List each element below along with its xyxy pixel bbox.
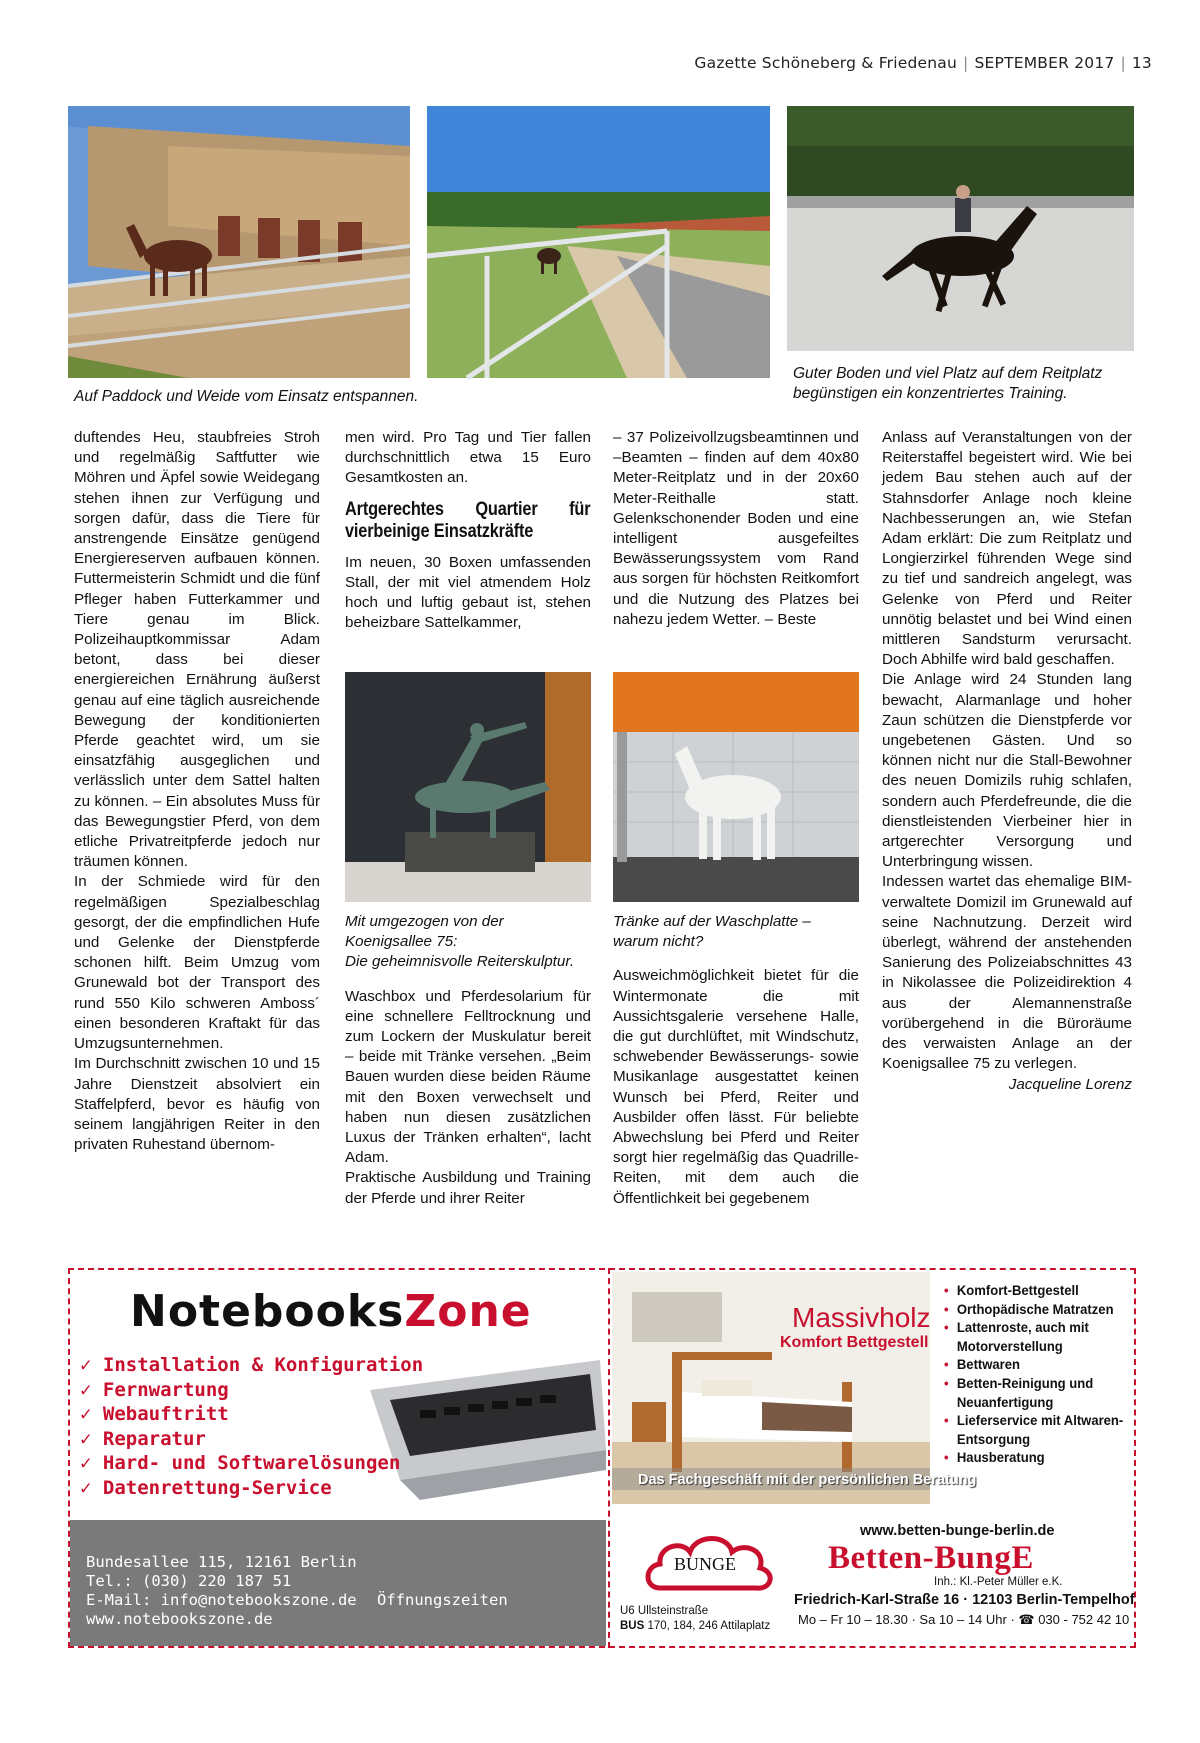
paragraph: Anlass auf Veranstaltungen von der Reiterstaffel begeistert wird. Wie bei jedem Bau stehen auch auf der Stahnsdorfer Anlage noch kleine Nachbesserungen an, wie Stefan Adam erklärt: Die zum Reitplatz und Longierzirkel führenden Wege sind zu tief und sandreich angelegt, was Gelenke von Pferd und Reiter unnötig belastet und bei Wind einen mittleren Sandsturm verursacht. Doch Abhilfe wird bald geschaffen. [882, 429, 1132, 669]
feature-item: • Lattenroste, auch mit Motorverstellung [944, 1319, 1180, 1356]
caption-sculpture-line1: Mit umgezogen von der [345, 913, 504, 930]
photo-paddock [68, 106, 410, 378]
paragraph: Im neuen, 30 Boxen umfassenden Stall, der mit viel atmendem Holz hoch und luftig gebaut ist, stehen beheizbare Sattelkammer, [345, 553, 591, 632]
notebookszone-website-link[interactable]: www.notebookszone.de [86, 1610, 273, 1628]
article-column-2-lower [345, 912, 591, 1209]
feature-item: • Orthopädische Matratzen [944, 1301, 1180, 1320]
paragraph: – 37 Polizeivollzugsbeamtinnen und –Beamten – finden auf dem 40x80 Meter-Reitplatz und in der 20x60 Meter-Reithalle statt. Gelenkschonender Boden und eine intelligent ausgefeiltes Bewässerungssystem vom Rand aus sorgen für höchsten Reitkomfort und die Nutzung des Platzes bei nahezu jedem Wetter. – Beste [613, 429, 859, 628]
article-column-3 [613, 428, 859, 630]
caption-sculpture-line3: Die geheimnisvolle Reiterskulptur. [345, 953, 575, 971]
caption-paddock: Auf Paddock und Weide vom Einsatz entspannen. [74, 388, 419, 405]
feature-item: • Lieferservice mit Altwaren-Entsorgung [944, 1412, 1180, 1449]
paragraph: Ausweichmöglichkeit bietet für die Wintermonate die mit Aussichtsgalerie versehene Halle, die gut durchlüftet, mit Windschutz, schwebender Bewässerungs- sowie Musikanlage ausgestattet keinen Wunsch bei Pferd, Reiter und Ausbilder offen lässt. Für beliebte Abwechslung bei Pferd und Reiter sorgt hier regelmäßig das Quadrille-Reiten, mit dem auch die Öffentlichkeit bei gegebenem [613, 967, 859, 1207]
photo-training [787, 106, 1134, 351]
paragraph: Indessen wartet das ehemalige BIM-verwaltete Domizil im Grunewald auf seine Nachnutzung. Derzeit wird überlegt, während der anstehenden Sanierung des Polizeiabschnittes 43 in Nikolassee die Polizeidirektion 4 aus der Alemannenstraße vorübergehend in die Büroräume des verwaisten Anlage an der Koenigsallee 75 zu verlegen. [882, 873, 1132, 1073]
caption-reitplatz-line2: begünstigen ein konzentriertes Training. [793, 385, 1068, 402]
bunge-logo-text: BUNGE [674, 1554, 736, 1574]
caption-reitplatz-line1: Guter Boden und viel Platz auf dem Reitplatz [793, 365, 1103, 382]
bunge-cloud-logo [640, 1526, 780, 1600]
photo-pasture [427, 106, 770, 378]
page-number: 13 [1131, 54, 1152, 72]
paragraph: In der Schmiede wird für den regelmäßigen Spezialbeschlag gesorgt, der die empfindlichen Hufe und Gelenke der Dienstpferde schonen hilft. Beim Umzug vom Grunewald bot der Transport des rund 550 Kilo schweren Amboss´ einen besonderen Kraftakt für das Umzugsunternehmen. [74, 873, 320, 1053]
notebookszone-address: Bundesallee 115, 12161 Berlin Tel.: (030) 220 187 51 E-Mail: info@notebookszone.de www.notebookszone.de [86, 1553, 357, 1628]
paragraph: Praktische Ausbildung und Training der Pferde und ihrer Reiter [345, 1169, 591, 1207]
article-column-2 [345, 428, 591, 633]
notebookszone-services [80, 1353, 423, 1500]
caption-washbox-line2: warum nicht? [613, 933, 704, 951]
betten-feature-list [944, 1282, 1180, 1468]
betten-hours: Mo – Fr 10 – 18.30 · Sa 10 – 14 Uhr · ☎ 030 - 752 42 10 [798, 1612, 1130, 1627]
article-column-4 [882, 428, 1132, 1095]
photo-sculpture [345, 672, 591, 902]
paragraph: men wird. Pro Tag und Tier fallen durchschnittlich etwa 15 Euro Gesamtkosten an. [345, 429, 591, 487]
paragraph: Waschbox und Pferdesolarium für eine schnellere Felltrocknung und zum Lockern der Muskulatur bereit – beide mit Tränke versehen. „Beim Bauen wurden diese beiden Räume mit den Boxen verwechselt und haben nun diesen zusätzlichen Luxus der Tränken erhalten“, lacht Adam. [345, 987, 591, 1167]
betten-street: Friedrich-Karl-Straße 16 · 12103 Berlin-Tempelhof [794, 1592, 1135, 1608]
notebookszone-logo: NotebooksZone [130, 1286, 532, 1337]
betten-transit: U6 Ullsteinstraße BUS 170, 184, 246 Attilaplatz [620, 1605, 771, 1632]
betten-banner: Das Fachgeschäft mit der persönlichen Beratung [638, 1472, 977, 1488]
notebookszone-hours: Öffnungszeiten Mo-Fr 10.00-18.00 Uhr Sa 10.00-14.00 Uhr [377, 1591, 601, 1723]
photo-washbox [613, 672, 859, 902]
paragraph: duftendes Heu, staubfreies Stroh und regelmäßig Saftfutter wie Möhren und Äpfel sowie Weidegang stehen ihnen zur Verfügung und sorgen dafür, dass die Tiere für anstrengende Einsätze genügend Energiereserven aufbauen können. Futtermeisterin Schmidt und die fünf Pfleger haben Futterkammer und Tiere genau im Blick. Polizeihauptkommissar Adam betont, dass bei dieser energiereichen Ernährung äußerst genau auf eine täglich ausreichende Bewegung der konditionierten Pferde geachtet wird, um sie einsatzfähig ausgeglichen und verlässlich unter dem Sattel halten zu können. – Ein absolutes Muss für das Bewegungstier Pferd, von dem etliche Privatreitpferde jedoch nur träumen können. [74, 429, 320, 871]
publication-name: Gazette Schöneberg & Friedenau [694, 54, 958, 72]
service-item: ✓ Reparatur [80, 1427, 423, 1452]
article-column-1 [74, 428, 320, 1155]
feature-item: • Komfort-Bettgestell [944, 1282, 1180, 1301]
page-header: Gazette Schöneberg & Friedenau | SEPTEMBER 2017 | 13 [694, 54, 1152, 72]
betten-brand: Betten-BungE [828, 1540, 1034, 1576]
caption-sculpture-line2: Koenigsallee 75: [345, 933, 458, 951]
service-item: ✓ Datenrettung-Service [80, 1476, 423, 1501]
betten-owner: Inh.: Kl.-Peter Müller e.K. [934, 1576, 1063, 1588]
feature-item: • Bettwaren [944, 1356, 1180, 1375]
service-item: ✓ Webauftritt [80, 1402, 423, 1427]
service-item: ✓ Installation & Konfiguration [80, 1353, 423, 1378]
betten-subtitle: Komfort Bettgestell [780, 1334, 929, 1351]
betten-title: Massivholz [792, 1302, 931, 1333]
ad-divider [608, 1268, 610, 1648]
paragraph: Im Durchschnitt zwischen 10 und 15 Jahre Dienstzeit absolviert ein Staffelpferd, bevor es häufig von seinem langjährigen Reiter in den privaten Ruhestand übernom- [74, 1055, 320, 1154]
service-item: ✓ Fernwartung [80, 1378, 423, 1403]
issue-date: SEPTEMBER 2017 [974, 54, 1115, 72]
feature-item: • Hausberatung [944, 1449, 1180, 1468]
section-heading: Artgerechtes Quartier für vierbeinige Einsatzkräfte [345, 498, 591, 542]
service-item: ✓ Hard- und Softwarelösungen [80, 1451, 423, 1476]
feature-item: • Betten-Reinigung und Neuanfertigung [944, 1375, 1180, 1412]
betten-website-link[interactable]: www.betten-bunge-berlin.de [860, 1523, 1055, 1539]
author-signature: Jacqueline Lorenz [1008, 1075, 1132, 1093]
caption-washbox-line1: Tränke auf der Waschplatte – [613, 913, 811, 930]
article-column-3-lower [613, 912, 859, 1209]
paragraph: Die Anlage wird 24 Stunden lang bewacht, Alarmanlage und hoher Zaun schützen die Dienstpferde vor ungebetenen Gästen. Und so können nicht nur die Stall-Bewohner des neuen Domizils ruhig schlafen, sondern auch Pferdefreunde, die die dienstleistenden Vierbeiner hier in artgerechter Versorgung und Unterbringung wissen. [882, 671, 1132, 871]
